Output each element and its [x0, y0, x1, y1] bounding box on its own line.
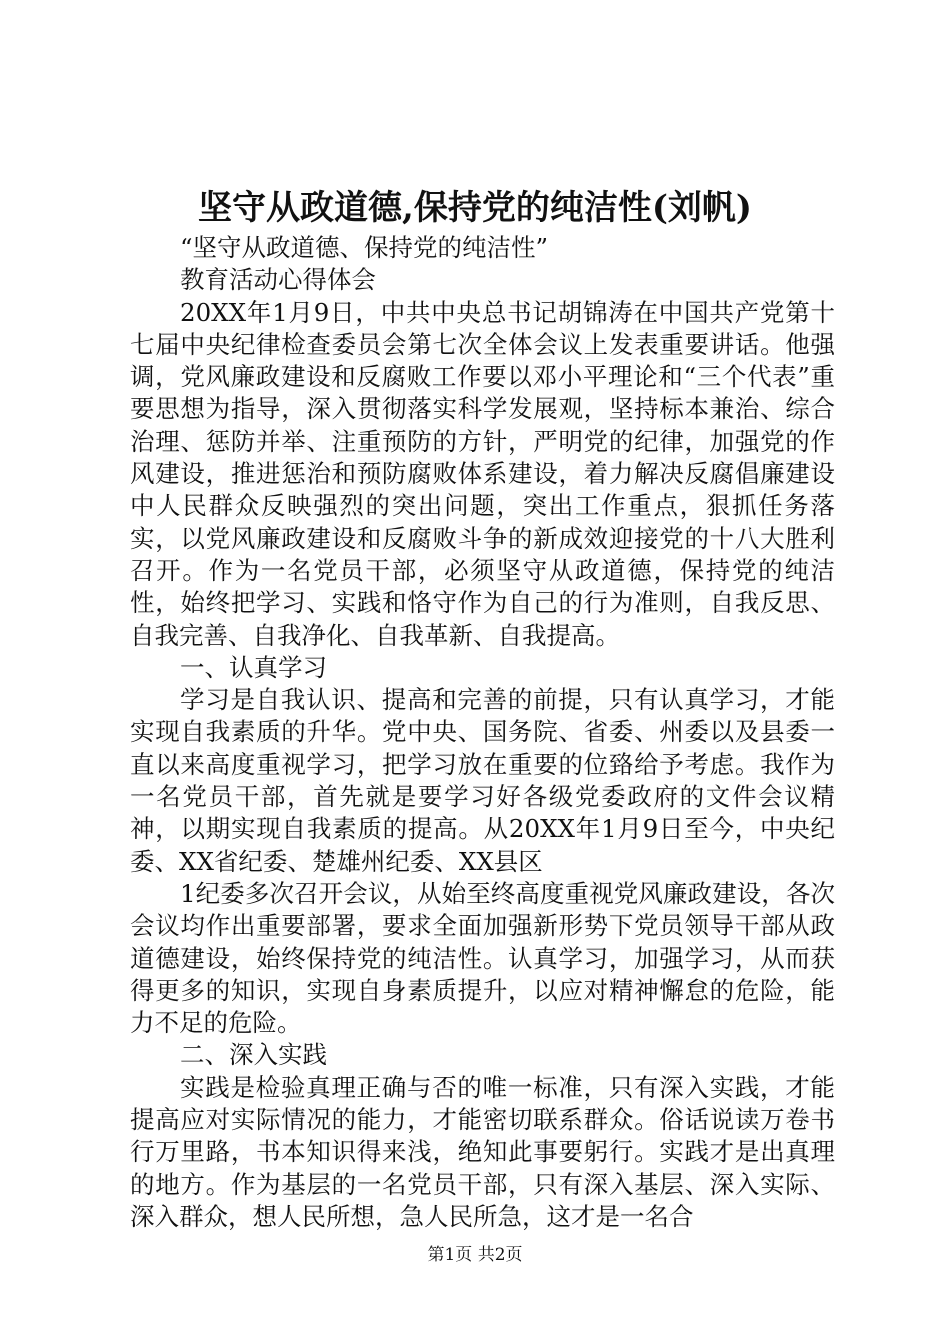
section-heading-study: 一、认真学习: [180, 652, 327, 682]
paragraph-subtitle-line-2: 教育活动心得体会: [180, 265, 376, 295]
paragraph-intro: 20XX年1月9日，中共中央总书记胡锦涛在中国共产党第十七届中央纪律检查委员会第七次全体会议上发表重要讲话。他强调，党风廉政建设和反腐败工作要以邓小平理论和“三个代表”重要思想为指导，深入贯彻落实科学发展观，坚持标本兼治、综合治理、惩防并举、注重预防的方针，严明党的纪律，加强党的作风建设，推进惩治和预防腐败体系建设，着力解决反腐倡廉建设中人民群众反映强烈的突出问题，突出工作重点，狠抓任务落实，以党风廉政建设和反腐败斗争的新成效迎接党的十八大胜利召开。作为一名党员干部，必须坚守从政道德，保持党的纯洁性，始终把学习、实践和恪守作为自己的行为准则，自我反思、自我完善、自我净化、自我革新、自我提高。: [130, 297, 835, 650]
paragraph-study-continued: 1纪委多次召开会议，从始至终高度重视党风廉政建设，各次会议均作出重要部署，要求全面加强新形势下党员领导干部从政道德建设，始终保持党的纯洁性。认真学习，加强学习，从而获得更多的知识，实现自身素质提升，以应对精神懈怠的危险，能力不足的危险。: [130, 878, 835, 1038]
document-title: 坚守从政道德,保持党的纯洁性(刘帆): [197, 188, 752, 228]
document-body: [130, 232, 835, 1233]
paragraph-study: 学习是自我认识、提高和完善的前提，只有认真学习，才能实现自我素质的升华。党中央、国务院、省委、州委以及县委一直以来高度重视学习，把学习放在重要的位臵给予考虑。我作为一名党员干部，首先就是要学习好各级党委政府的文件会议精神，以期实现自我素质的提高。从20XX年1月9日至今，中央纪委、XX省纪委、楚雄州纪委、XX县区: [130, 685, 835, 876]
paragraph-subtitle-line-1: “坚守从政道德、保持党的纯洁性”: [180, 233, 549, 262]
page-number-footer: 第1页 共2页: [427, 1245, 523, 1265]
section-heading-practice: 二、深入实践: [180, 1040, 327, 1070]
paragraph-practice: 实践是检验真理正确与否的唯一标准，只有深入实践，才能提高应对实际情况的能力，才能密切联系群众。俗话说读万卷书行万里路，书本知识得来浅，绝知此事要躬行。实践才是出真理的地方。作为基层的一名党员干部，只有深入基层、深入实际、深入群众，想人民所想，急人民所急，这才是一名合: [130, 1072, 835, 1231]
